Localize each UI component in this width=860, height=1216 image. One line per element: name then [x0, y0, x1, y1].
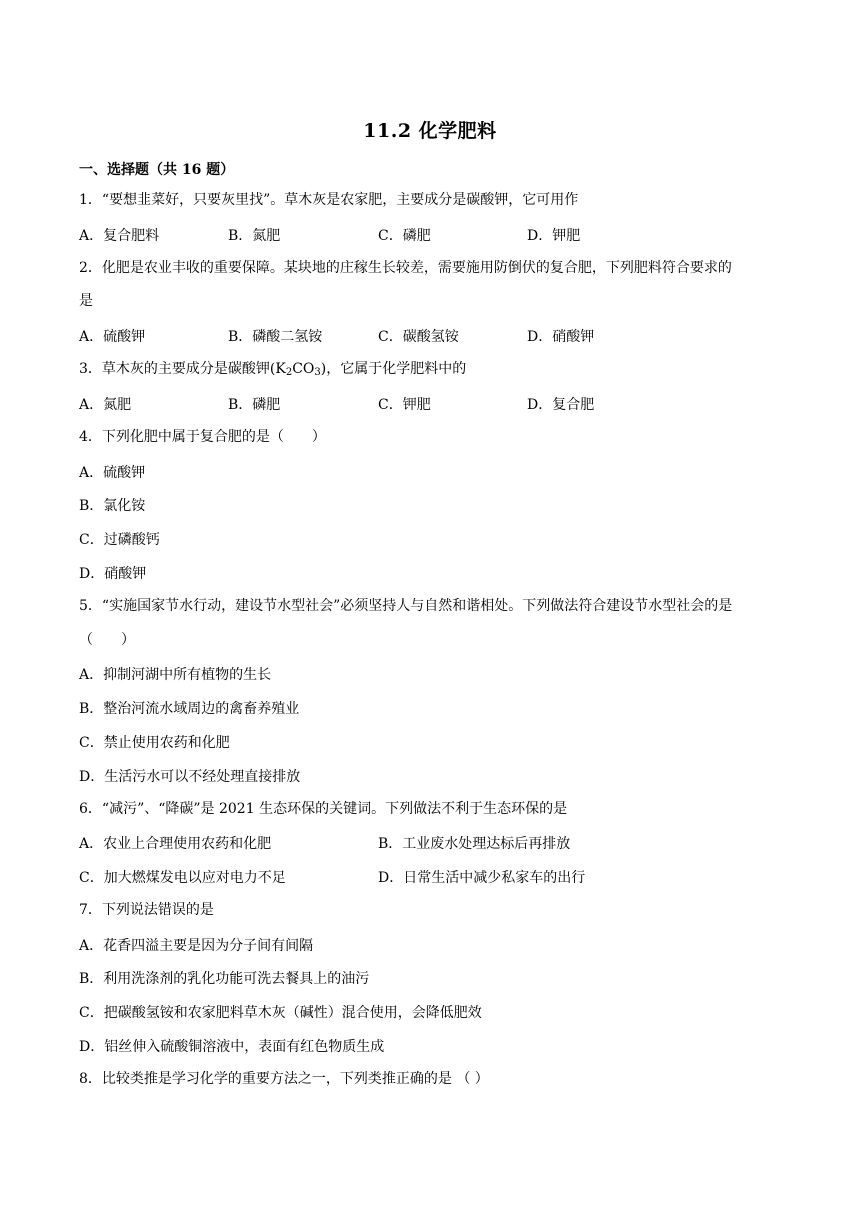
question-7-stem: 7．下列说法错误的是: [79, 902, 214, 918]
question-7-option-a: A．花香四溢主要是因为分子间有间隔: [79, 938, 314, 954]
question-3-stem-part-b: CO: [292, 361, 315, 377]
question-2-option-a: A．硫酸钾: [79, 329, 146, 345]
question-2-option-d: D．硝酸钾: [527, 329, 595, 345]
question-2-option-c: C．碳酸氢铵: [378, 329, 459, 345]
question-1-option-a: A．复合肥料: [79, 228, 160, 244]
question-4-option-a: A．硫酸钾: [79, 465, 146, 481]
question-3-stem-part-c: )，它属于化学肥料中的: [320, 361, 467, 377]
question-7-option-b: B．利用洗涤剂的乳化功能可洗去餐具上的油污: [79, 971, 370, 987]
question-2-stem-line2: 是: [79, 293, 93, 309]
question-4-option-c: C．过磷酸钙: [79, 532, 160, 548]
question-3-option-a: A．氮肥: [79, 397, 132, 413]
question-3-subscript-1: 2: [285, 367, 293, 378]
question-1-option-b: B．氮肥: [228, 228, 281, 244]
question-7-option-d: D．铝丝伸入硫酸铜溶液中，表面有红色物质生成: [79, 1039, 385, 1055]
question-5-option-b: B．整治河流水域周边的禽畜养殖业: [79, 701, 300, 717]
question-1-option-d: D．钾肥: [527, 228, 581, 244]
question-6-option-b: B．工业废水处理达标后再排放: [378, 836, 571, 852]
question-6-option-d: D．日常生活中减少私家车的出行: [378, 870, 586, 886]
question-3-stem: [79, 360, 466, 378]
question-2-stem-line1: 2．化肥是农业丰收的重要保障。某块地的庄稼生长较差，需要施用防倒伏的复合肥，下列肥料符合要求的: [79, 260, 732, 276]
document-title: 11.2 化学肥料: [363, 120, 497, 142]
question-3-subscript-2: 3: [314, 367, 321, 378]
question-2-option-b: B．磷酸二氢铵: [228, 329, 323, 345]
question-4-option-d: D．硝酸钾: [79, 566, 147, 582]
question-1-option-c: C．磷肥: [378, 228, 431, 244]
question-3-option-d: D．复合肥: [527, 397, 595, 413]
question-1-stem: 1．“要想韭菜好，只要灰里找”。草木灰是农家肥，主要成分是碳酸钾，它可用作: [79, 192, 579, 208]
question-5-option-d: D．生活污水可以不经处理直接排放: [79, 769, 301, 785]
question-3-stem-part-a: 3．草木灰的主要成分是碳酸钾(K: [79, 361, 286, 377]
section-heading: 一、选择题（共 16 题）: [79, 162, 235, 178]
question-6-option-a: A．农业上合理使用农药和化肥: [79, 836, 272, 852]
question-3-option-c: C．钾肥: [378, 397, 431, 413]
question-6-stem: 6．“减污”、“降碳”是 2021 生态环保的关键词。下列做法不利于生态环保的是: [79, 801, 568, 817]
question-4-stem: 4．下列化肥中属于复合肥的是（ ）: [79, 429, 326, 445]
question-8-stem: 8．比较类推是学习化学的重要方法之一，下列类推正确的是 （ ）: [79, 1071, 489, 1087]
question-5-option-c: C．禁止使用农药和化肥: [79, 735, 230, 751]
question-5-stem-line2: （ ）: [79, 632, 135, 648]
question-6-option-c: C．加大燃煤发电以应对电力不足: [79, 870, 286, 886]
question-5-option-a: A．抑制河湖中所有植物的生长: [79, 667, 272, 683]
question-4-option-b: B．氯化铵: [79, 498, 146, 514]
question-3-option-b: B．磷肥: [228, 397, 281, 413]
question-5-stem-line1: 5．“实施国家节水行动，建设节水型社会”必须坚持人与自然和谐相处。下列做法符合建设节水型社会的是: [79, 598, 733, 614]
question-7-option-c: C．把碳酸氢铵和农家肥料草木灰（碱性）混合使用，会降低肥效: [79, 1005, 482, 1021]
